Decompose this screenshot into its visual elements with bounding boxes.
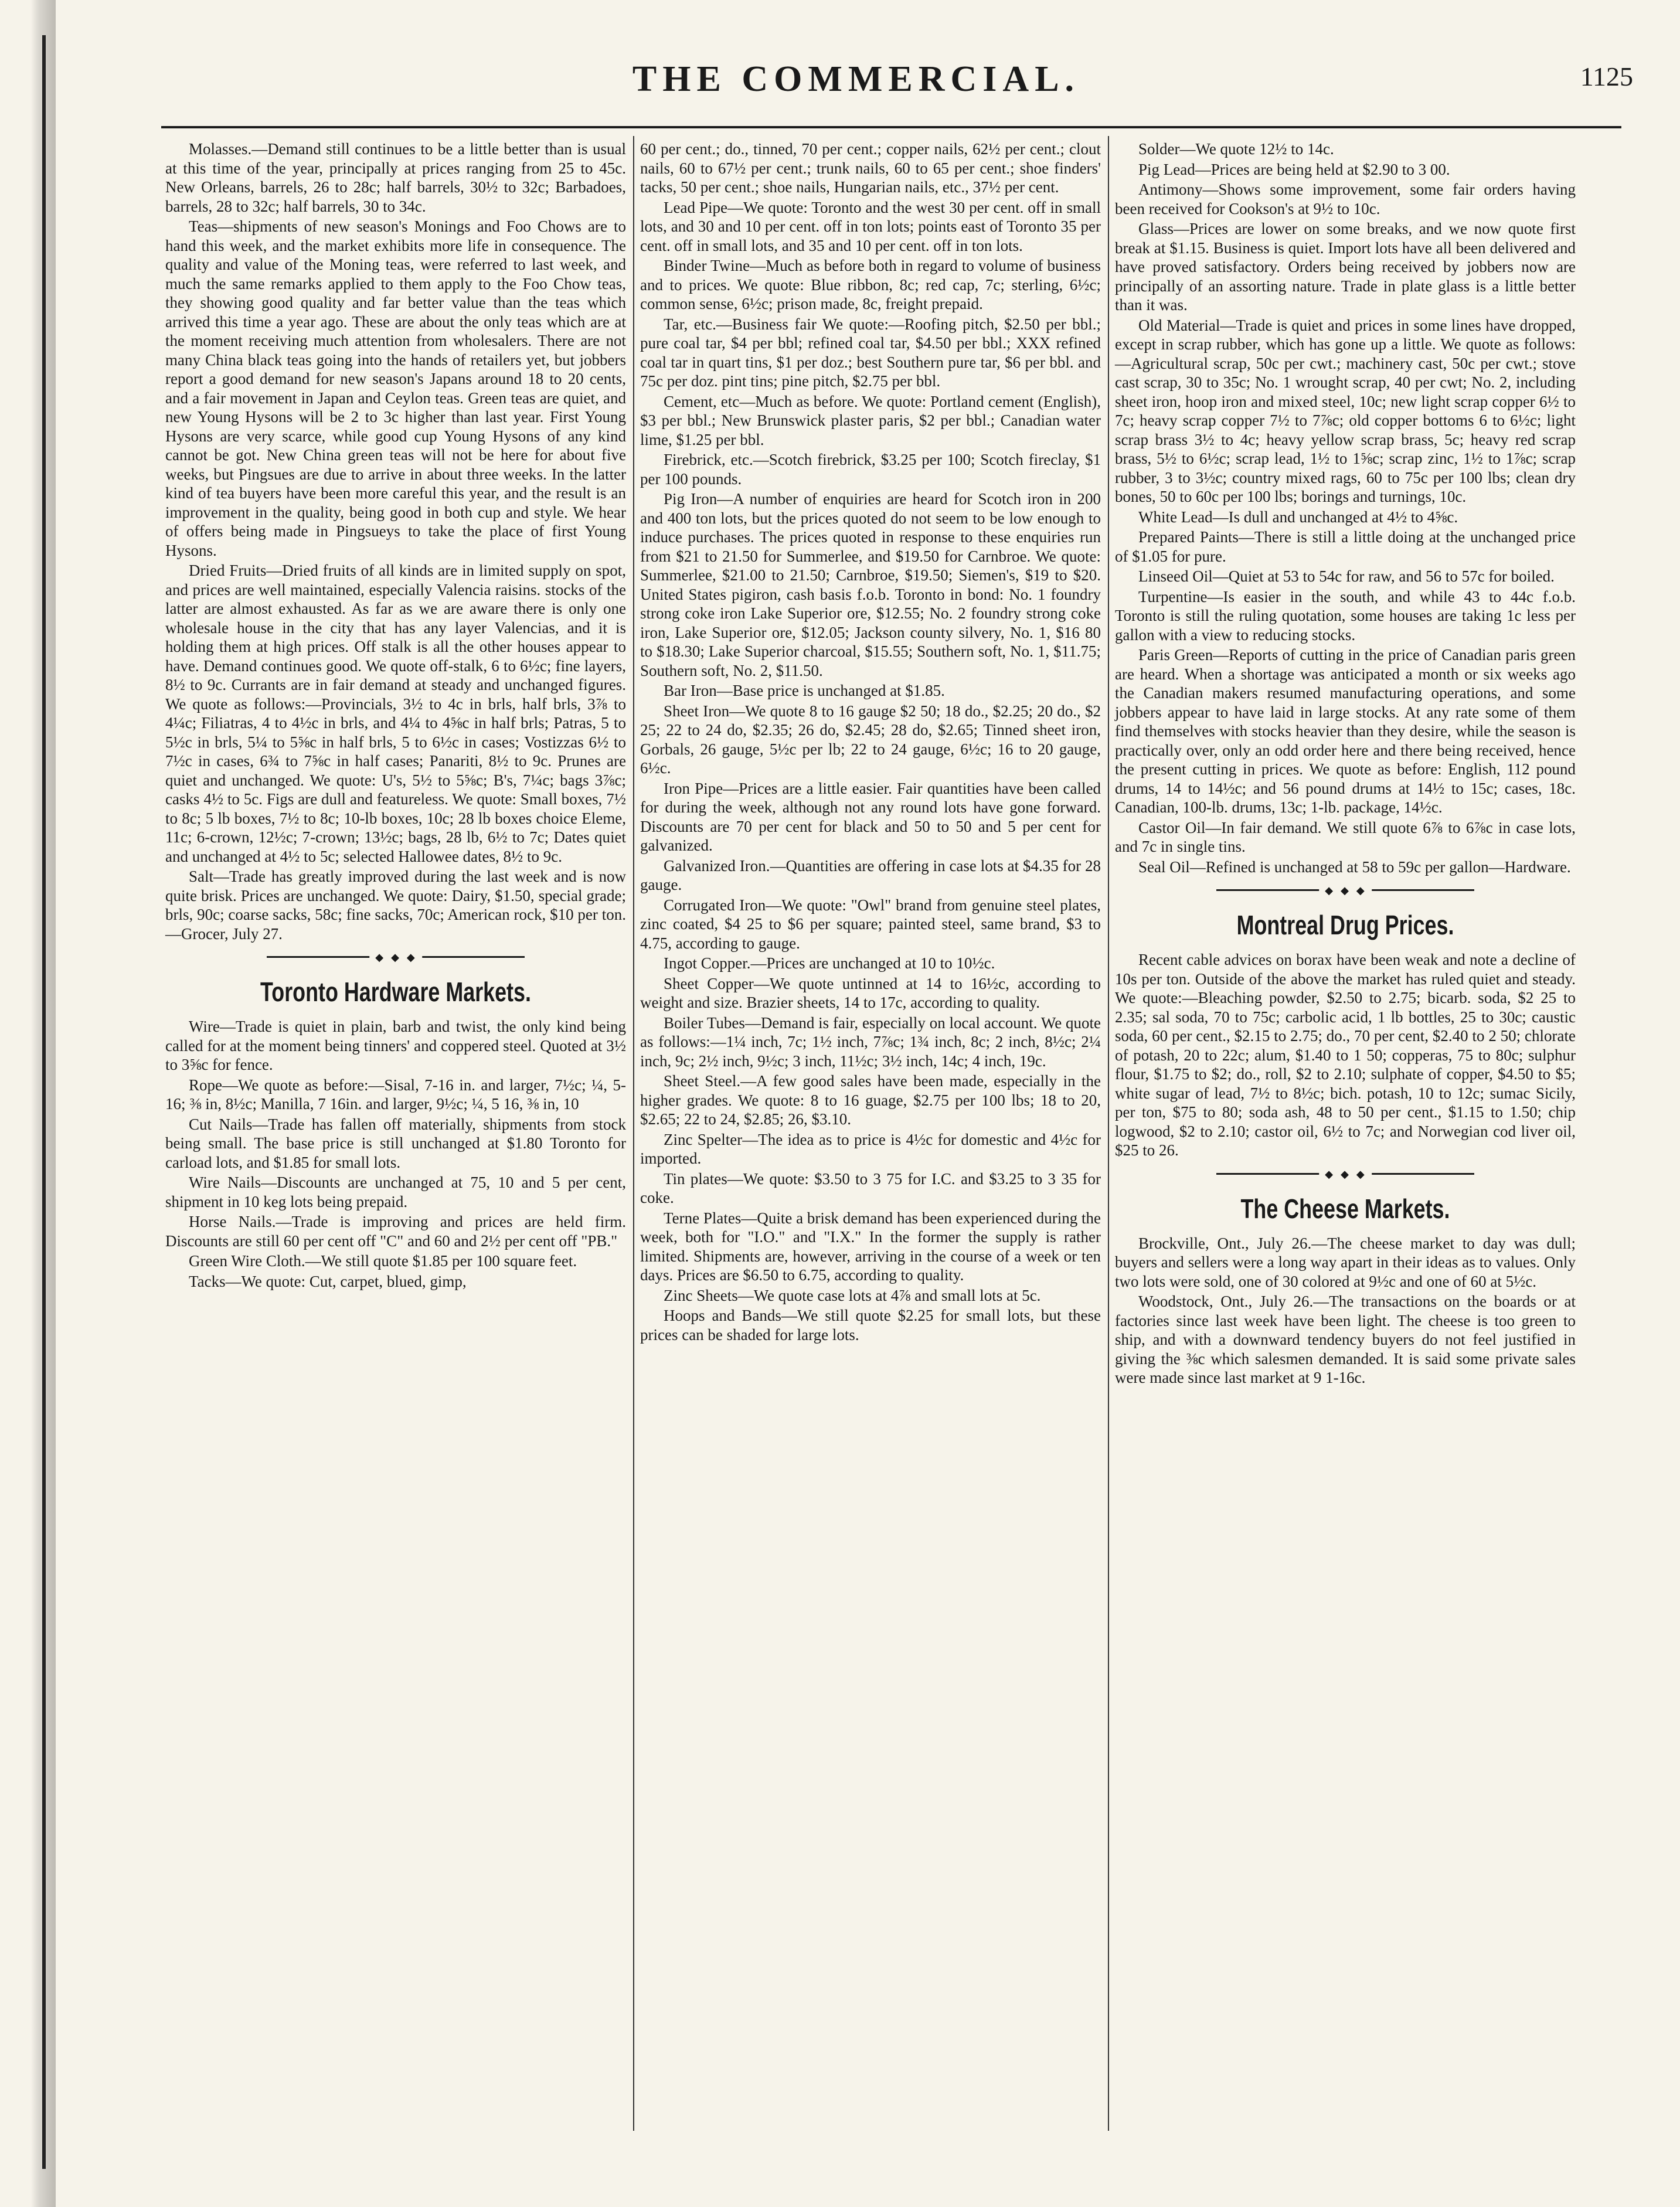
article-paragraph: Boiler Tubes—Demand is fair, especially on local account. We quote as follows:—1¼ inch, 7c; 1½ inch, 7⅞c; 1¾ inch, 8c; 2 inch, 8½c; 2¼ inch, 9c; 2½ inch, 9½c; 3 inch, 11½c; 3½ inch, 14c; 4 inch, 19c. xyxy=(640,1014,1101,1070)
column-divider xyxy=(1108,136,1109,2131)
article-paragraph: Brockville, Ont., July 26.—The cheese market to day was dull; buyers and sellers were a long way apart in their ideas as to values. Only two lots were sold, one of 30 colored at 9½c and one of 60 at 5½c. xyxy=(1115,1234,1576,1290)
article-paragraph: Galvanized Iron.—Quantities are offering in case lots at $4.35 for 28 gauge. xyxy=(640,856,1101,893)
page-binding-edge xyxy=(0,0,56,2207)
article-paragraph: Sheet Iron—We quote 8 to 16 gauge $2 50; 18 do., $2.25; 20 do., $2 25; 22 to 24 do, $2.35; 26 do, $2.45; 28 do, $2.65; Tinned sheet iron, Gorbals, 26 gauge, 5½c per lb; 22 to 24 gauge, 6½c; 16 to 20 gauge, 6½c. xyxy=(640,702,1101,777)
article-paragraph: White Lead—Is dull and unchanged at 4½ to 4⅝c. xyxy=(1138,508,1458,526)
column-right xyxy=(1115,140,1576,2131)
article-paragraph: Glass—Prices are lower on some breaks, and we now quote first break at $1.15. Business is quiet. Import lots have all been delivered and have proved satisfactory. Orders being received by jobbers now are principally of an assorting nature. Trade in plate glass is a little better than it was. xyxy=(1115,220,1576,314)
article-paragraph: Ingot Copper.—Prices are unchanged at 10 to 10½c. xyxy=(664,954,995,972)
article-paragraph: Antimony—Shows some improvement, some fair orders having been received for Cookson's at 9½ to 10c. xyxy=(1115,181,1576,217)
column-divider xyxy=(633,136,634,2131)
article-paragraph: Prepared Paints—There is still a little doing at the unchanged price of $1.05 for pure. xyxy=(1115,528,1576,565)
article-paragraph: Green Wire Cloth.—We still quote $1.85 per 100 square feet. xyxy=(189,1252,577,1270)
article-paragraph: Tar, etc.—Business fair We quote:—Roofing pitch, $2.50 per bbl.; pure coal tar, $4 per bbl; refined coal tar, $4.50 per bbl.; XXX refined coal tar in quart tins, $1 per doz.; best Southern pure tar, $6 per bbl. and 75c per doz. pint tins; pine pitch, $2.75 per bbl. xyxy=(640,315,1101,390)
article-paragraph: Zinc Spelter—The idea as to price is 4½c for domestic and 4½c for imported. xyxy=(640,1130,1101,1167)
article-paragraph: Tin plates—We quote: $3.50 to 3 75 for I.C. and $3.25 to 3 35 for coke. xyxy=(640,1169,1101,1206)
article-paragraph: Teas—shipments of new season's Monings and Foo Chows are to hand this week, and the market exhibits more life in consequence. The quality and value of the Moning teas, were referred to last week, and much the same remarks applied to them apply to the Foo Chow teas, they showing good quality and far better value than the teas which arrived this time a year ago. These are about the only teas which are at the moment receiving much attention from wholesalers. There are not many China black teas going into the hands of retailers yet, but jobbers report a good demand for new season's Japans around 18 to 20 cents, and a fair movement in Japan and Ceylon teas. Green teas are quiet, and new Young Hysons will be 2 to 3c higher than last year. First Young Hysons are very scarce, while good cup Young Hysons of any kind cannot be got. New China green teas will not be here for about five weeks, but Pingsues are due to arrive in about three weeks. In the latter kind of tea buyers have been more careful this year, and the result is an improvement in the quality, being good in both cup and style. We hear of offers being made in Pingsueys to take the place of first Young Hysons. xyxy=(165,217,626,559)
article-paragraph: Cut Nails—Trade has fallen off materially, shipments from stock being small. The base price is still unchanged at $1.80 Toronto for carload lots, and $1.85 for small lots. xyxy=(165,1115,626,1171)
binding-rule xyxy=(42,35,46,2169)
article-paragraph: Pig Iron—A number of enquiries are heard for Scotch iron in 200 and 400 ton lots, but the prices quoted do not seem to be low enough to induce purchases. The prices quoted in response to these enquiries run from $21 to 21.50 for Summerlee, and $19.50 for Carnbroe. We quote: Summerlee, $21.00 to 21.50; Carnbroe, $19.50; Siemen's, $19 to $20. United States pigiron, cash basis f.o.b. Toronto in bond: No. 1 foundry strong coke iron Lake Superior ore, $12.55; No. 2 foundry strong coke iron, Lake Superior ore, $12.05; Jackson county silvery, No. 1, $16 80 to $18.30; Lake Superior charcoal, $15.55; Southern soft, No. 1, $11.75; Southern soft, No. 2, $11.50. xyxy=(640,490,1101,679)
article-paragraph: Wire—Trade is quiet in plain, barb and twist, the only kind being called for at the moment being tinners' and coppered steel. Quoted at 3½ to 3⅝c for fence. xyxy=(165,1018,626,1073)
article-paragraph: Terne Plates—Quite a brisk demand has been experienced during the week, both for "I.O." and "I.X." In the former the supply is rather limited. Shipments are, however, arriving in the course of a week or ten days. Prices are $6.50 to 6.75, according to quality. xyxy=(640,1209,1101,1284)
article-paragraph: Solder—We quote 12½ to 14c. xyxy=(1138,140,1334,158)
section-heading: The Cheese Markets. xyxy=(1240,1193,1450,1224)
page-header xyxy=(56,53,1657,129)
masthead-title: THE COMMERCIAL. xyxy=(632,59,1080,99)
article-paragraph: Dried Fruits—Dried fruits of all kinds are in limited supply on spot, and prices are well maintained, especially Valencia raisins. stocks of the latter are almost exhausted. As far as we are aware there is only one wholesale house in the city that has any layer Valencias, and it is holding them at high prices. Off stalk is all the other houses appear to have. Demand continues good. We quote off-stalk, 6 to 6½c; fine layers, 8½ to 9c. Currants are in fair demand at steady and unchanged figures. We quote as follows:—Provincials, 3½ to 4c in brls, half brls, 3⅞ to 4¼c; Filiatras, 4 to 4½c in brls, and 4¼ to 4⅝c in half brls; Patras, 5 to 5½c in brls, 5¼ to 5⅝c in half brls, 5 to 6½c in cases; Vostizzas 6½ to 7½c in cases, 6¾ to 7⅝c in half cases; Panariti, 8½ to 9c. Prunes are quiet and unchanged. We quote: U's, 5½ to 5⅝c; B's, 7¼c; bags 3⅞c; casks 4½ to 5c. Figs are dull and featureless. We quote: Small boxes, 7½ to 8c; 5 lb boxes, 7½ to 8c; 10-lb boxes, 10c; 28 lb boxes choice Eleme, 11c; 6-crown, 12½c; 7-crown; 13½c; bags, 28 lb, 6½ to 7c; Dates quiet and unchanged at 4½ to 5c; selected Hallowee dates, 8½ to 9c. xyxy=(165,562,626,865)
column-middle xyxy=(640,140,1101,2131)
section-divider-ornament xyxy=(267,949,525,964)
article-paragraph: Old Material—Trade is quiet and prices in some lines have dropped, except in scrap rubber, which has gone up a little. We quote as follows:—Agricultural scrap, 50c per cwt.; machinery cast, 50c per cwt.; stove cast scrap, 30 to 35c; No. 1 wrought scrap, 40 per cwt; No. 2, including sheet iron, hoop iron and mixed steel, 10c; new light scrap copper 6½ to 7c; heavy scrap copper 7½ to 7⅞c; old copper bottoms 6 to 6½c; light scrap brass 3½ to 4c; heavy yellow scrap brass, 5c; heavy red scrap brass, 5½ to 6½c; scrap lead, 1½ to 1⅝c; scrap zinc, 1½ to 1⅞c; scrap rubber, 3 to 3½c; country mixed rags, 60 to 75c per 100 lbs; clean dry bones, 50 to 60c per 100 lbs; borings and turnings, 10c. xyxy=(1115,316,1576,505)
article-paragraph: Woodstock, Ont., July 26.—The transactions on the boards or at factories since last week have been light. The cheese is too green to ship, and with a downward tendency buyers do not feel justified in giving the ⅜c which salesmen demanded. It is said some private sales were made since last market at 9 1-16c. xyxy=(1115,1293,1576,1386)
article-paragraph: Firebrick, etc.—Scotch firebrick, $3.25 per 100; Scotch fireclay, $1 per 100 pounds. xyxy=(640,451,1101,488)
section-heading: Toronto Hardware Markets. xyxy=(260,977,531,1007)
article-paragraph: Tacks—We quote: Cut, carpet, blued, gimp, xyxy=(189,1272,467,1290)
article-paragraph: Sheet Steel.—A few good sales have been made, especially in the higher grades. We quote: 8 to 16 guage, $2.75 per 100 lbs; 18 to 20, $2.65; 22 to 24, $2.85; 26, $3.10. xyxy=(640,1072,1101,1128)
section-divider-ornament xyxy=(1216,1166,1474,1181)
article-paragraph: Binder Twine—Much as before both in regard to volume of business and to prices. We quote: Blue ribbon, 8c; red cap, 7c; sterling, 6½c; common sense, 6½c; prison made, 8c, freight prepaid. xyxy=(640,257,1101,312)
article-paragraph: Turpentine—Is easier in the south, and while 43 to 44c f.o.b. Toronto is still the ruling quotation, some houses are taking 1c less per gallon with a view to reducing stocks. xyxy=(1115,587,1576,644)
section-heading: Montreal Drug Prices. xyxy=(1236,910,1454,940)
article-paragraph: Zinc Sheets—We quote case lots at 4⅞ and small lots at 5c. xyxy=(664,1286,1041,1304)
article-paragraph: Corrugated Iron—We quote: "Owl" brand from genuine steel plates, zinc coated, $4 25 to $6 per square; painted steel, same brand, $3 to 4.75, according to gauge. xyxy=(640,896,1101,952)
article-paragraph: Pig Lead—Prices are being held at $2.90 to 3 00. xyxy=(1138,160,1450,178)
article-paragraph: Sheet Copper—We quote untinned at 14 to 16½c, according to weight and size. Brazier sheets, 14 to 17c, according to quality. xyxy=(640,974,1101,1011)
article-paragraph: 60 per cent.; do., tinned, 70 per cent.; copper nails, 62½ per cent.; clout nails, 60 to 67½ per cent.; trunk nails, 60 to 65 per cent.; shoe finders' tacks, 50 per cent.; shoe nails, Hungarian nails, etc., 37½ per cent. xyxy=(640,140,1101,196)
article-paragraph: Wire Nails—Discounts are unchanged at 75, 10 and 5 per cent, shipment in 10 keg lots being prepaid. xyxy=(165,1174,626,1210)
column-left xyxy=(165,140,626,2131)
article-paragraph: Cement, etc—Much as before. We quote: Portland cement (English), $3 per bbl.; New Brunswick plaster paris, $2 per bbl.; Canadian water lime, $1.25 per bbl. xyxy=(640,392,1101,448)
article-paragraph: Paris Green—Reports of cutting in the price of Canadian paris green are heard. When a shortage was anticipated a month or six weeks ago the Canadian makers resumed manufacturing operations, and some jobbers appear to have laid in large stocks. At any rate some of them find themselves with stocks heavier than they desire, while the season is practically over, only an odd order here and there being received, hence the present cutting in prices. We quote as before: English, 112 pound drums, 14 to 14½c; and 56 pound drums at 14½ to 15c; cases, 18c. Canadian, 100-lb. drums, 13c; 1-lb. package, 14½c. xyxy=(1115,646,1576,816)
article-paragraph: Iron Pipe—Prices are a little easier. Fair quantities have been called for during the week, although not any round lots have gone forward. Discounts are 70 per cent for black and 50 to 50 and 5 per cent for galvanized. xyxy=(640,779,1101,854)
article-paragraph: Horse Nails.—Trade is improving and prices are held firm. Discounts are still 60 per cent off "C" and 60 and 2½ per cent off "PB." xyxy=(165,1213,626,1250)
article-paragraph: Salt—Trade has greatly improved during the last week and is now quite brisk. Prices are unchanged. We quote: Dairy, $1.50, special grade; brls, 90c; coarse sacks, 58c; fine sacks, 70c; American rock, $10 per ton.—Grocer, July 27. xyxy=(165,868,626,943)
article-paragraph: Lead Pipe—We quote: Toronto and the west 30 per cent. off in small lots, and 30 and 10 per cent. off in ton lots; points east of Toronto 35 per cent. off in small lots, and 35 and 10 per cent. off in ton lots. xyxy=(640,198,1101,254)
article-paragraph: Linseed Oil—Quiet at 53 to 54c for raw, and 56 to 57c for boiled. xyxy=(1138,567,1555,585)
article-paragraph: Castor Oil—In fair demand. We still quote 6⅞ to 6⅞c in case lots, and 7c in single tins. xyxy=(1115,818,1576,855)
article-paragraph: Hoops and Bands—We still quote $2.25 for small lots, but these prices can be shaded for large lots. xyxy=(640,1307,1101,1344)
article-paragraph: Bar Iron—Base price is unchanged at $1.85. xyxy=(664,682,945,699)
article-paragraph: Molasses.—Demand still continues to be a little better than is usual at this time of the year, principally at prices ranging from 25 to 45c. New Orleans, barrels, 26 to 28c; half barrels, 30½ to 32c; Barbadoes, barrels, 28 to 32c; half barrels, 30 to 34c. xyxy=(165,140,626,215)
article-paragraph: Recent cable advices on borax have been weak and note a decline of 10s per ton. Outside of the above the market has ruled quiet and steady. We quote:—Bleaching powder, $2.50 to 2.75; bicarb. soda, $2 25 to 2.35; sal soda, 70 to 75c; carbolic acid, 1 lb bottles, 25 to 30c; caustic soda, 60 per cent., $2.15 to 2.75; do., 70 per cent, $2.40 to 2 50; chlorate of potash, 20 to 22c; alum, $1.40 to 1 50; copperas, 75 to 80c; sulphur flour, $1.75 to $2; do., roll, $2 to 2.10; sulphate of copper, $4.50 to $5; white sugar of lead, 7½ to 8½c; bich. potash, 10 to 12c; sumac Sicily, per ton, $75 to 80; soda ash, 48 to 50 per cent., $1.15 to 1.50; chip logwood, $2 to 2.10; castor oil, 6½ to 7c; and Norwegian cod liver oil, $25 to 26. xyxy=(1115,951,1576,1159)
header-rule xyxy=(161,126,1621,128)
article-paragraph: Rope—We quote as before:—Sisal, 7-16 in. and larger, 7½c; ¼, 5-16; ⅜ in, 8½c; Manilla, 7 16in. and larger, 9½c; ¼, 5 16, ⅜ in, 10 xyxy=(165,1076,626,1113)
article-paragraph: Seal Oil—Refined is unchanged at 58 to 59c per gallon—Hardware. xyxy=(1138,858,1571,876)
section-divider-ornament xyxy=(1216,882,1474,897)
page-number: 1125 xyxy=(1580,62,1633,91)
